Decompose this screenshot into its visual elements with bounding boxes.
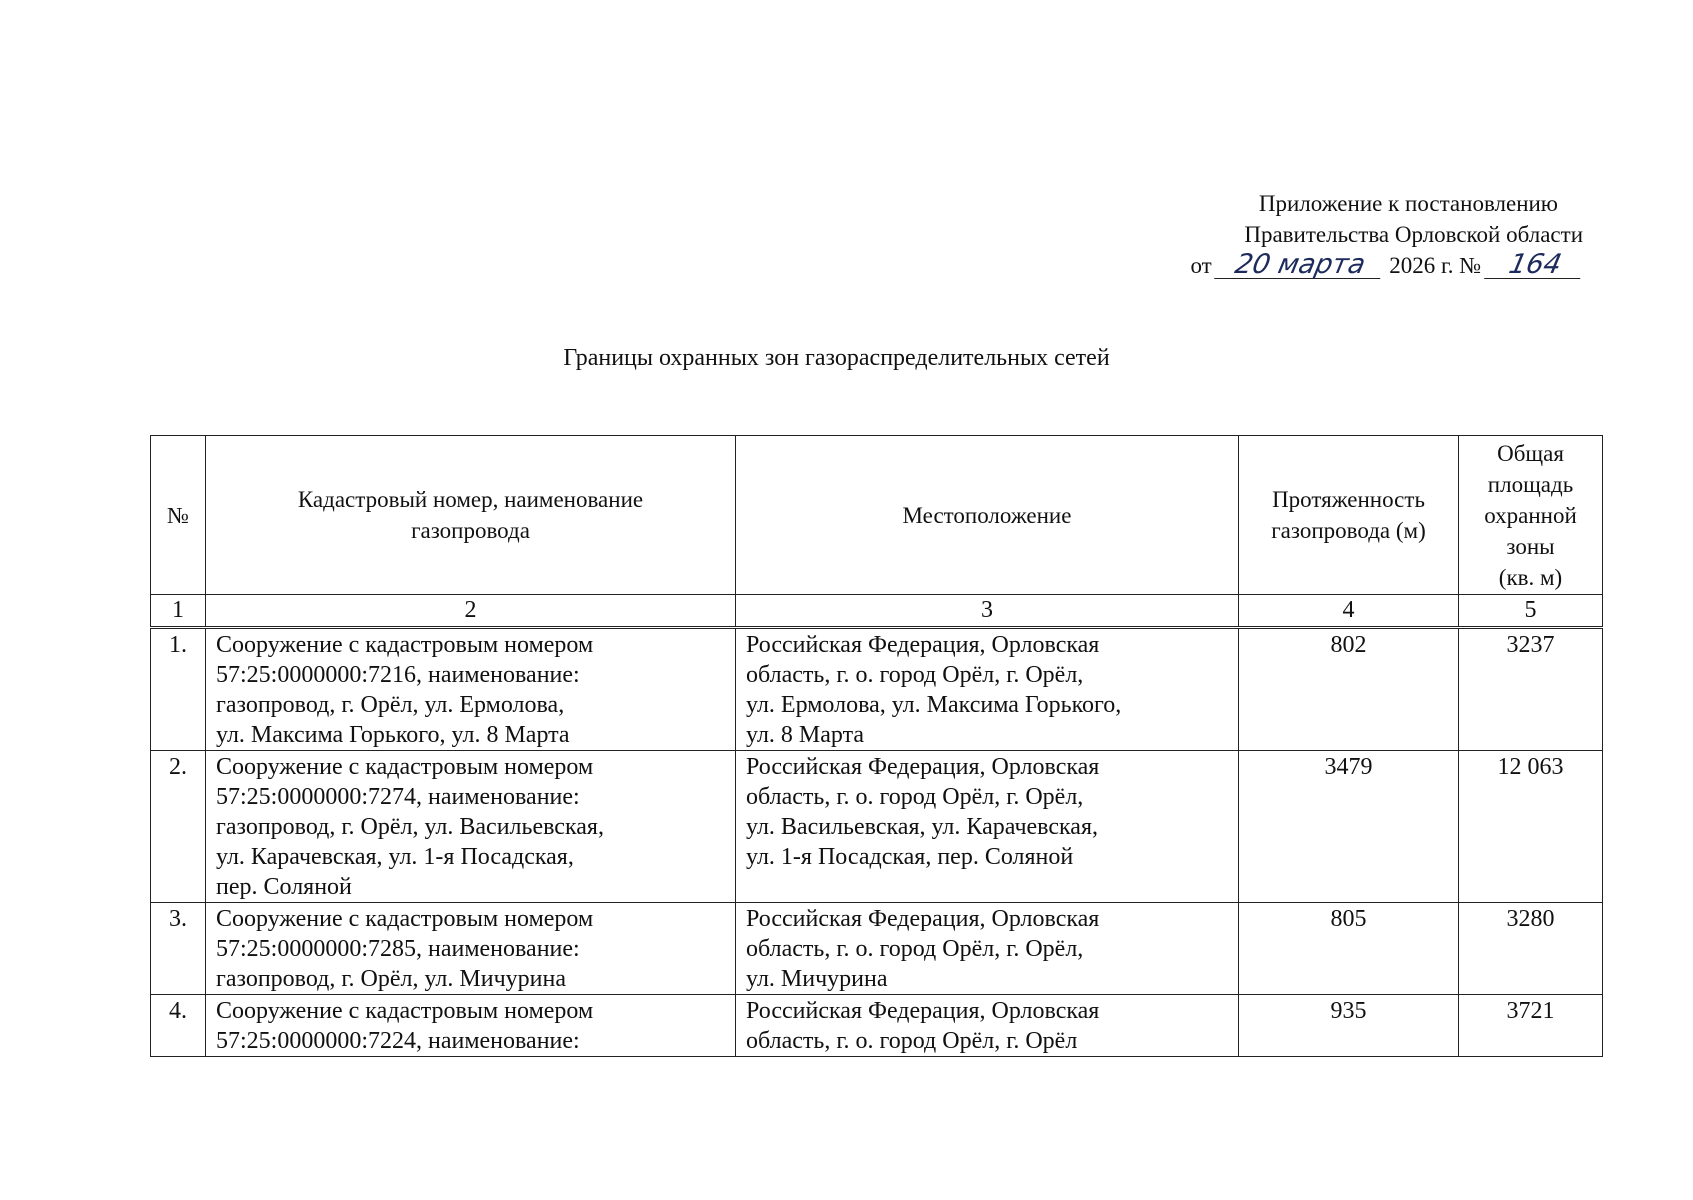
column-number: 5	[1459, 595, 1603, 628]
cell-line: ул. Карачевская, ул. 1-я Посадская,	[216, 844, 574, 870]
header-text: Местоположение	[902, 502, 1072, 528]
row-area: 3721	[1459, 995, 1603, 1057]
column-number: 1	[151, 595, 206, 628]
cell-line: ул. 8 Марта	[746, 722, 865, 748]
boundaries-table	[150, 435, 1603, 1057]
column-number: 4	[1239, 595, 1459, 628]
document-title-text: Границы охранных зон газораспределительных сетей	[563, 345, 1110, 371]
row-location	[736, 903, 1239, 995]
appendix-date-line	[1190, 250, 1583, 281]
year-suffix: 2026 г. №	[1389, 253, 1482, 278]
cell-line: область, г. о. город Орёл, г. Орёл	[746, 1028, 1078, 1054]
cell-line: Российская Федерация, Орловская	[746, 632, 1100, 658]
header-text: Кадастровый номер, наименование	[297, 487, 644, 512]
cell-line: Российская Федерация, Орловская	[746, 906, 1100, 932]
cell-line: пер. Соляной	[216, 874, 352, 900]
cell-line: область, г. о. город Орёл, г. Орёл,	[746, 662, 1084, 688]
from-prefix: от	[1190, 253, 1212, 278]
table-row	[151, 628, 1603, 751]
row-length: 3479	[1239, 751, 1459, 903]
row-length: 805	[1239, 903, 1459, 995]
handwritten-date: 20 марта	[1215, 252, 1387, 279]
row-area: 12 063	[1459, 751, 1603, 903]
header-number	[151, 436, 206, 595]
table-row	[151, 995, 1603, 1057]
header-cadastral-name	[206, 436, 736, 595]
appendix-line-2: Правительства Орловской области	[1244, 222, 1583, 247]
cell-line: ул. 1-я Посадская, пер. Соляной	[746, 844, 1074, 870]
cell-line: 57:25:0000000:7216, наименование:	[216, 662, 580, 688]
row-area: 3237	[1459, 628, 1603, 751]
cell-line: Российская Федерация, Орловская	[746, 998, 1100, 1024]
column-number-row	[151, 595, 1603, 628]
header-length	[1239, 436, 1459, 595]
row-location	[736, 628, 1239, 751]
handwritten-number: 164	[1484, 252, 1586, 279]
cell-line: область, г. о. город Орёл, г. Орёл,	[746, 936, 1084, 962]
row-length: 935	[1239, 995, 1459, 1057]
cell-line: газопровод, г. Орёл, ул. Васильевская,	[216, 814, 604, 840]
row-number: 4.	[151, 995, 206, 1057]
header-text: №	[167, 502, 189, 528]
header-text: газопровода	[411, 518, 530, 543]
cell-line: ул. Васильевская, ул. Карачевская,	[746, 814, 1098, 840]
header-text: зоны	[1506, 533, 1555, 559]
row-number: 1.	[151, 628, 206, 751]
cell-line: 57:25:0000000:7285, наименование:	[216, 936, 580, 962]
cell-line: газопровод, г. Орёл, ул. Мичурина	[216, 966, 566, 992]
cell-line: Сооружение с кадастровым номером	[216, 906, 594, 932]
column-number: 3	[736, 595, 1239, 628]
row-location	[736, 995, 1239, 1057]
cell-line: ул. Мичурина	[746, 966, 888, 992]
header-location	[736, 436, 1239, 595]
row-length: 802	[1239, 628, 1459, 751]
row-cadastral-name	[206, 751, 736, 903]
cell-line: газопровод, г. Орёл, ул. Ермолова,	[216, 692, 565, 718]
row-cadastral-name	[206, 995, 736, 1057]
row-cadastral-name	[206, 628, 736, 751]
cell-line: область, г. о. город Орёл, г. Орёл,	[746, 784, 1084, 810]
appendix-line-1: Приложение к постановлению	[1258, 191, 1558, 216]
header-text: (кв. м)	[1498, 564, 1563, 590]
row-area: 3280	[1459, 903, 1603, 995]
document-title	[0, 345, 1693, 372]
header-area	[1459, 436, 1603, 595]
header-text: газопровода (м)	[1271, 518, 1426, 543]
table-row	[151, 903, 1603, 995]
row-number: 3.	[151, 903, 206, 995]
cell-line: ул. Ермолова, ул. Максима Горького,	[746, 692, 1122, 718]
table-row	[151, 751, 1603, 903]
cell-line: Сооружение с кадастровым номером	[216, 754, 594, 780]
column-number: 2	[206, 595, 736, 628]
appendix-header	[1190, 188, 1583, 281]
cell-line: 57:25:0000000:7224, наименование:	[216, 1028, 580, 1054]
header-text: охранной	[1484, 502, 1577, 528]
row-location	[736, 751, 1239, 903]
header-text: Общая	[1497, 440, 1564, 466]
cell-line: 57:25:0000000:7274, наименование:	[216, 784, 580, 810]
cell-line: Сооружение с кадастровым номером	[216, 998, 594, 1024]
cell-line: Российская Федерация, Орловская	[746, 754, 1100, 780]
row-cadastral-name	[206, 903, 736, 995]
table-header-row	[151, 436, 1603, 595]
cell-line: ул. Максима Горького, ул. 8 Марта	[216, 722, 570, 748]
row-number: 2.	[151, 751, 206, 903]
header-text: площадь	[1487, 471, 1574, 497]
cell-line: Сооружение с кадастровым номером	[216, 632, 594, 658]
header-text: Протяженность	[1272, 487, 1425, 512]
